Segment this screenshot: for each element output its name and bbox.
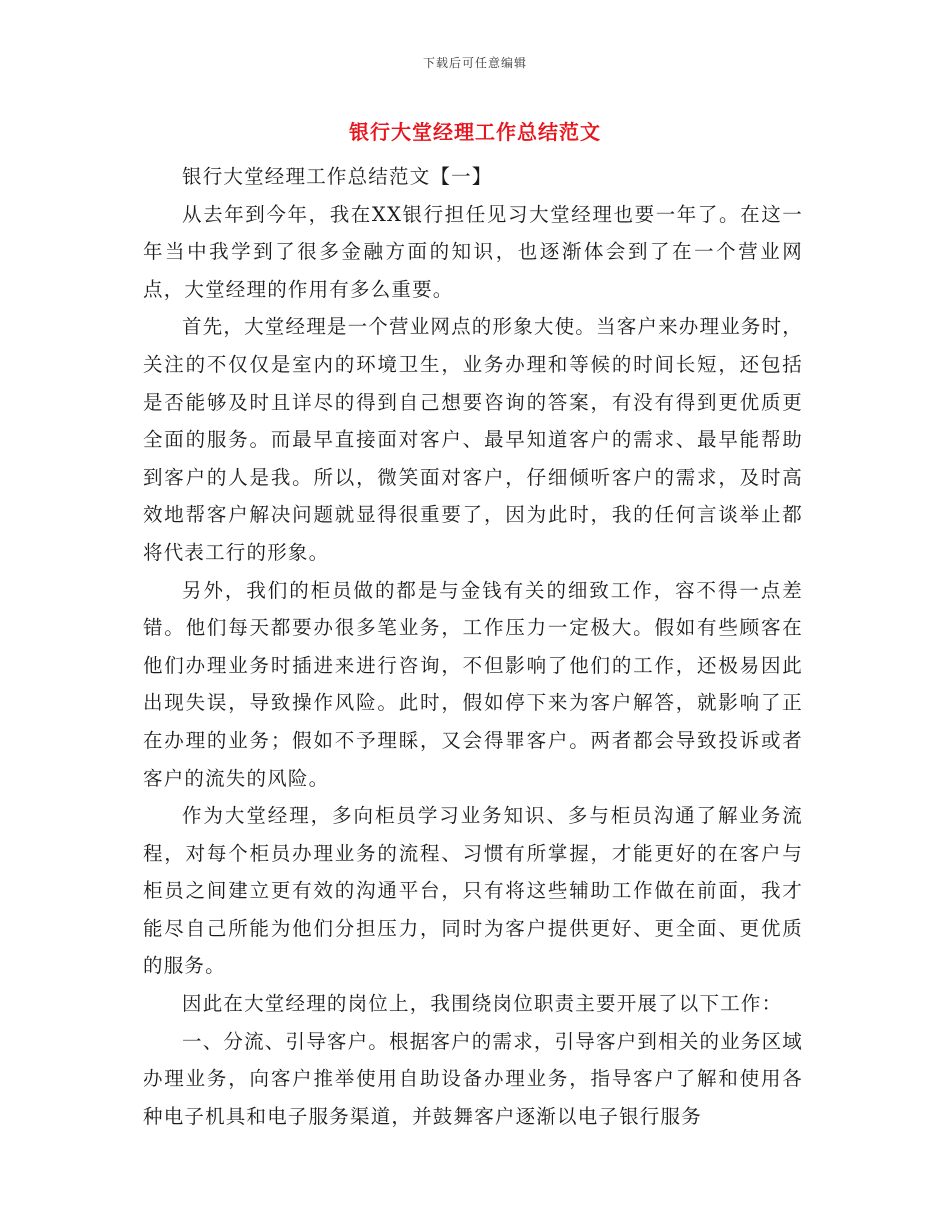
document-title: 银行大堂经理工作总结范文 [349, 120, 601, 144]
header-note: 下载后可任意编辑 [422, 56, 527, 70]
section-heading: 银行大堂经理工作总结范文【一】 [182, 165, 493, 188]
document-body [143, 158, 803, 1135]
paragraph-second: 另外，我们的柜员做的都是与金钱有关的细致工作，容不得一点差错。他们每天都要办很多笔业务，工作压力一定极大。假如有些顾客在他们办理业务时插进来进行咨询，不但影响了他们的工作，还极易因此出现失误，导致操作风险。此时，假如停下来为客户解答，就影响了正在办理的业务；假如不予理睬，又会得罪客户。两者都会导致投诉或者客户的流失的风险。 [143, 578, 803, 790]
paragraph-third: 作为大堂经理，多向柜员学习业务知识、多与柜员沟通了解业务流程，对每个柜员办理业务的流程、习惯有所掌握，才能更好的在客户与柜员之间建立更有效的沟通平台，只有将这些辅助工作做在前面，我才能尽自己所能为他们分担压力，同时为客户提供更好、更全面、更优质的服务。 [143, 804, 803, 978]
paragraph-intro: 从去年到今年，我在XX银行担任见习大堂经理也要一年了。在这一年当中我学到了很多金融方面的知识，也逐渐体会到了在一个营业网点，大堂经理的作用有多么重要。 [143, 202, 803, 301]
paragraph-duties-intro: 因此在大堂经理的岗位上，我围绕岗位职责主要开展了以下工作： [182, 992, 783, 1016]
paragraph-duty-one: 一、分流、引导客户。根据客户的需求，引导客户到相关的业务区域办理业务，向客户推举使用自助设备办理业务，指导客户了解和使用各种电子机具和电子服务渠道，并鼓舞客户逐渐以电子银行服务 [143, 1029, 804, 1128]
paragraph-first: 首先，大堂经理是一个营业网点的形象大使。当客户来办理业务时，关注的不仅仅是室内的环境卫生，业务办理和等候的时间长短，还包括是否能够及时且详尽的得到自己想要咨询的答案，有没有得到更优质更全面的服务。而最早直接面对客户、最早知道客户的需求、最早能帮助到客户的人是我。所以，微笑面对客户，仔细倾听客户的需求，及时高效地帮客户解决问题就显得很重要了，因为此时，我的任何言谈举止都将代表工行的形象。 [143, 315, 804, 564]
